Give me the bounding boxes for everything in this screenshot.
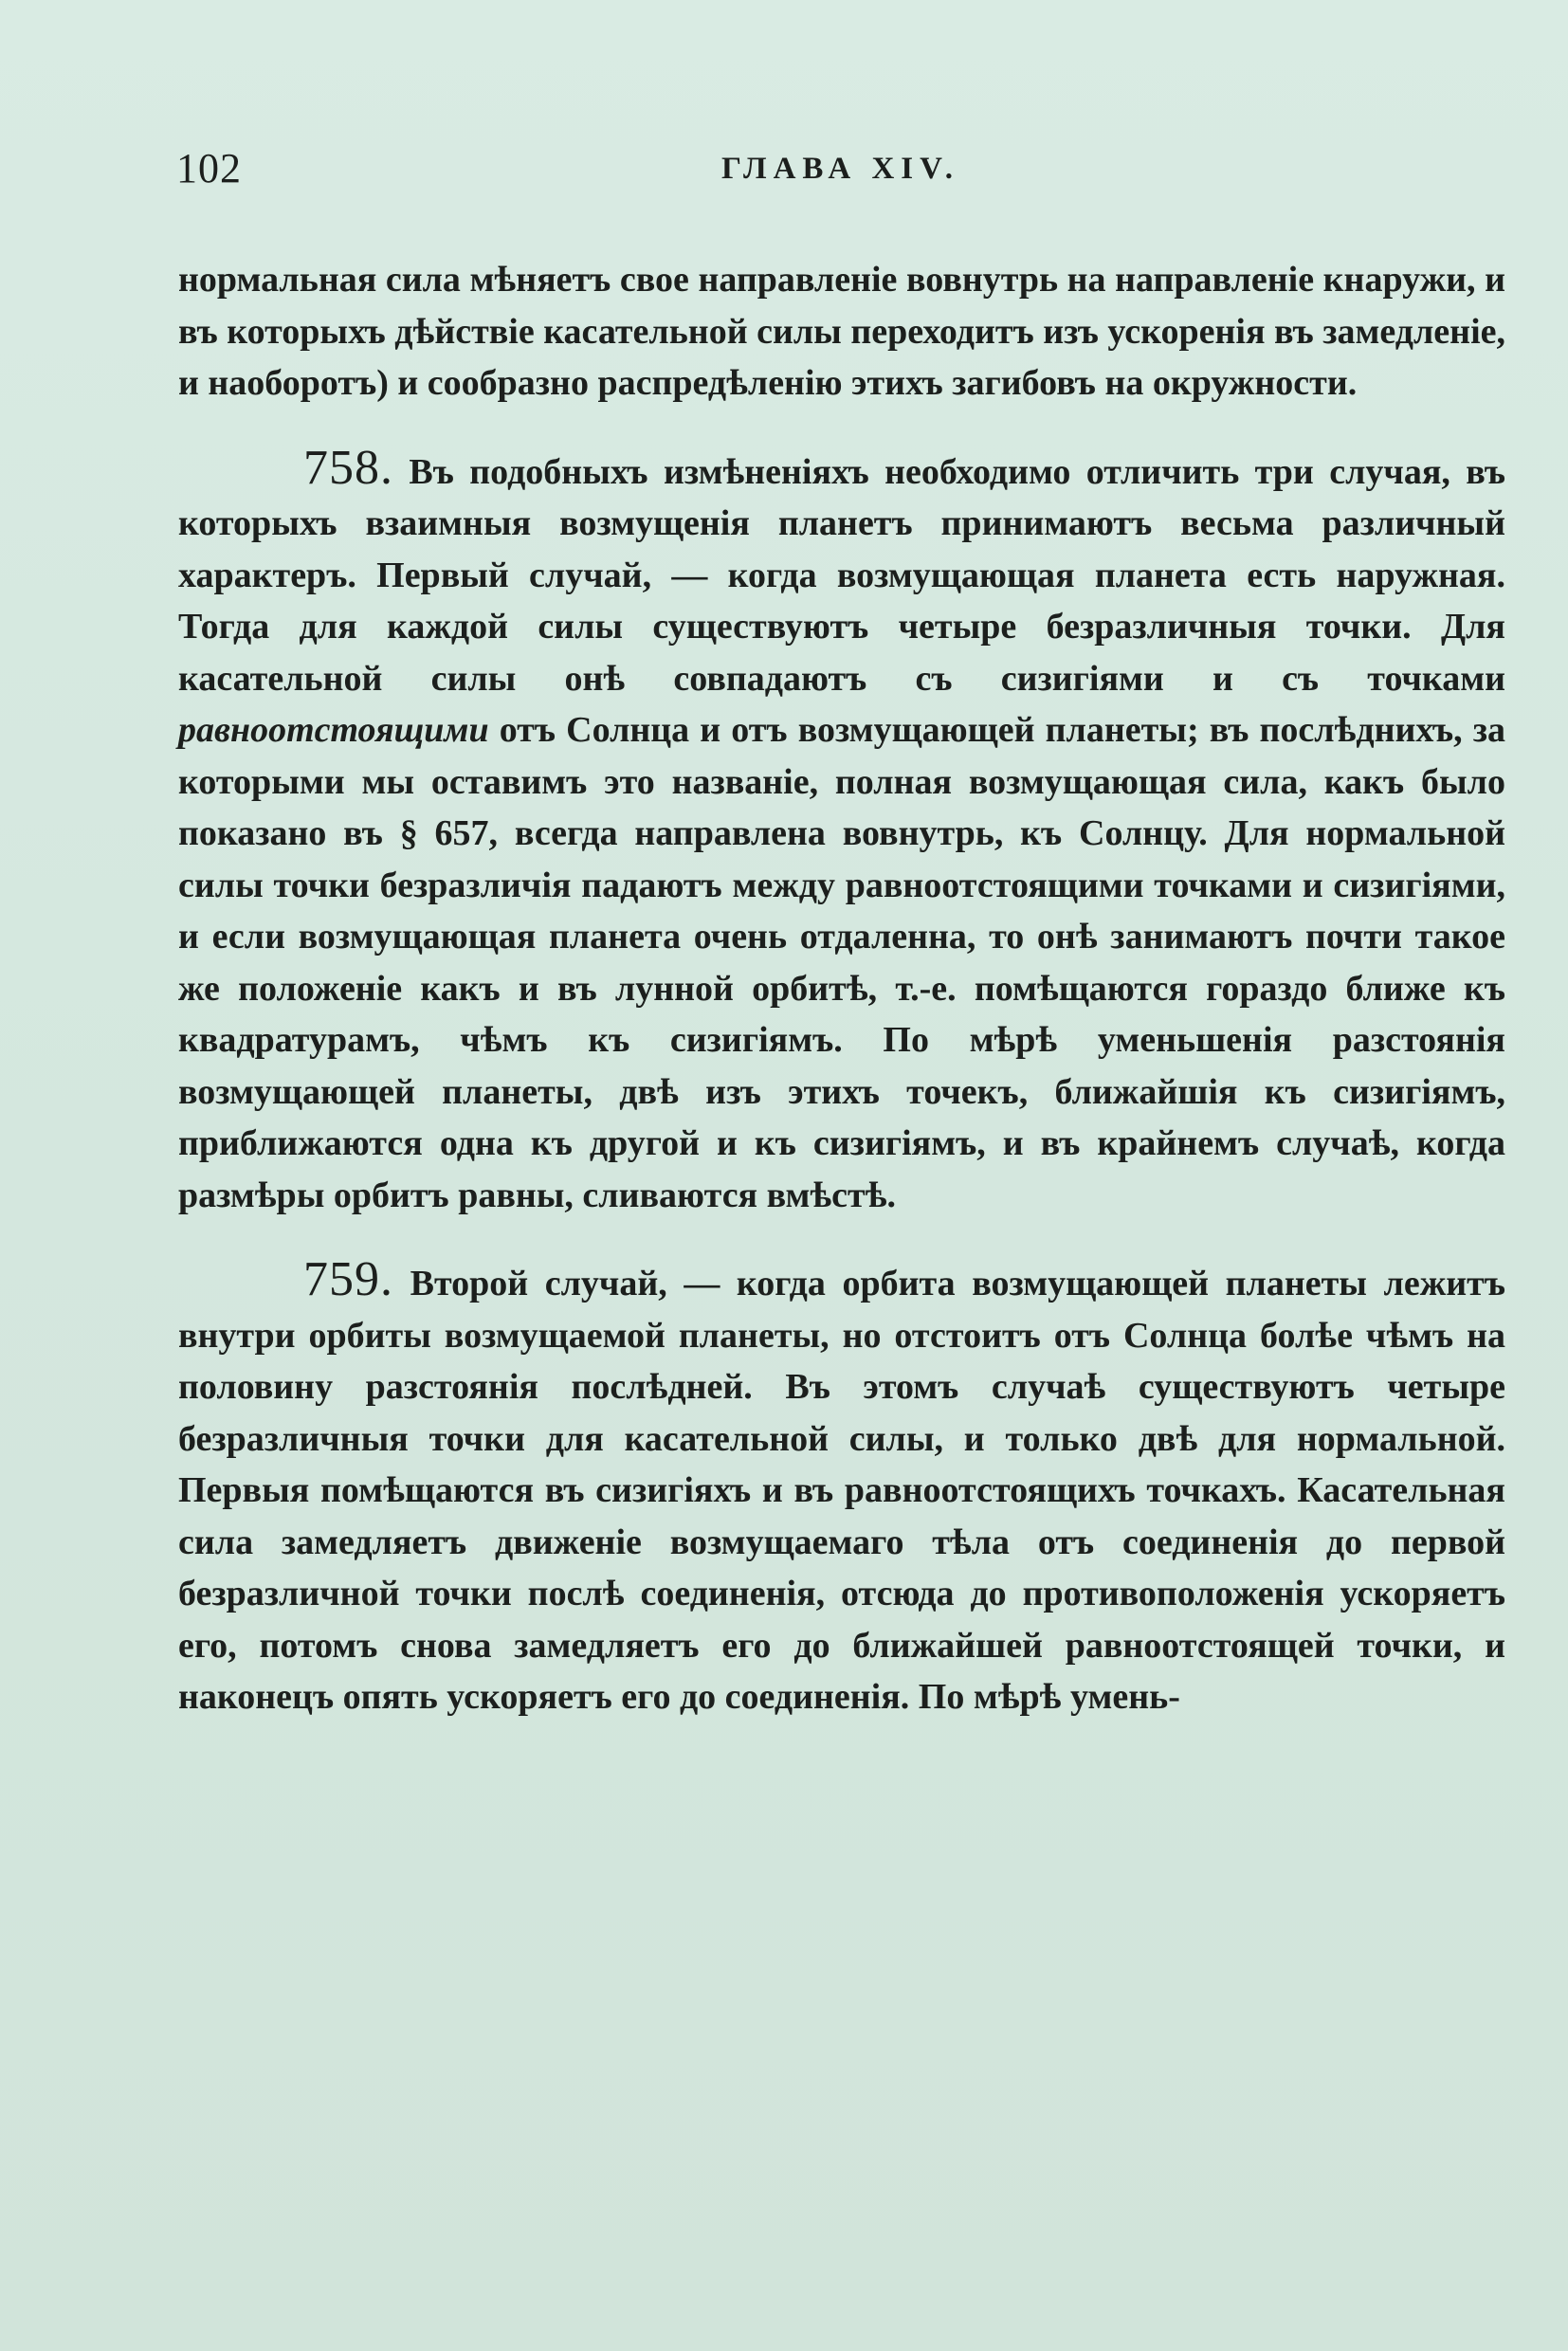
body-text — [178, 254, 1505, 1723]
paragraph-continued: нормальная сила мѣняетъ свое направленіе вовнутрь на направленіе кнаружи, и въ которыхъ дѣйствіе касательной силы переходитъ изъ ускоренія въ замедленіе, и наоборотъ) и сообразно распредѣленію этихъ загибовъ на окружности. — [178, 260, 1505, 403]
section-759 — [178, 1254, 1505, 1723]
section-758-text-b: отъ Солнца и отъ возмущающей планеты; въ послѣднихъ, за которыми мы оставимъ это названіе, полная возмущающая сила, какъ было показано въ § 657, всегда направлена вовнутрь, къ Солнцу. Для нормальной силы точки безразличія падаютъ между равноотстоящими точками и сизигіями, и если возмущающая планета очень отдаленна, то онѣ занимаютъ почти такое же положеніе какъ и въ лунной орбитѣ, т.-е. помѣщаются гораздо ближе къ квадратурамъ, чѣмъ къ сизигіямъ. По мѣрѣ уменьшенія разстоянія возмущающей планеты, двѣ изъ этихъ точекъ, ближайшія къ сизигіямъ, приближаются одна къ другой и къ сизигіямъ, и въ крайнемъ случаѣ, когда размѣры орбитъ равны, сливаются вмѣстѣ. — [178, 710, 1505, 1215]
chapter-title: ГЛАВА XIV. — [721, 152, 959, 186]
section-number-758: 758. — [303, 440, 393, 495]
section-759-text: Второй случай, — когда орбита возмущающей планеты лежитъ внутри орбиты возмущаемой планеты, но отстоитъ отъ Солнца болѣе чѣмъ на половину разстоянія послѣдней. Въ этомъ случаѣ существуютъ четыре безразличныя точки для касательной силы, и только двѣ для нормальной. Первыя помѣщаются въ сизигіяхъ и въ равноотстоящихъ точкахъ. Касательная сила замедляетъ движеніе возмущаемаго тѣла отъ соединенія до первой безразличной точки послѣ соединенія, отсюда до противоположенія ускоряетъ его, потомъ снова замедляетъ его до ближайшей равноотстоящей точки, и наконецъ опять ускоряетъ его до соединенія. По мѣрѣ умень- — [178, 1264, 1505, 1717]
running-head — [176, 144, 1504, 201]
section-758-text-a: Въ подобныхъ измѣненіяхъ необходимо отличить три случая, въ которыхъ взаимныя возмущенія планетъ принимаютъ весьма различный характеръ. Первый случай, — когда возмущающая планета есть наружная. Тогда для каждой силы существуютъ четыре безразличныя точки. Для касательной силы онѣ совпадаютъ съ сизигіями и съ точками — [178, 451, 1505, 699]
page-number: 102 — [176, 145, 242, 191]
section-758-italic-term: равноотстоящими — [178, 710, 489, 750]
section-number-759: 759. — [303, 1252, 393, 1306]
section-758 — [178, 440, 1505, 1222]
